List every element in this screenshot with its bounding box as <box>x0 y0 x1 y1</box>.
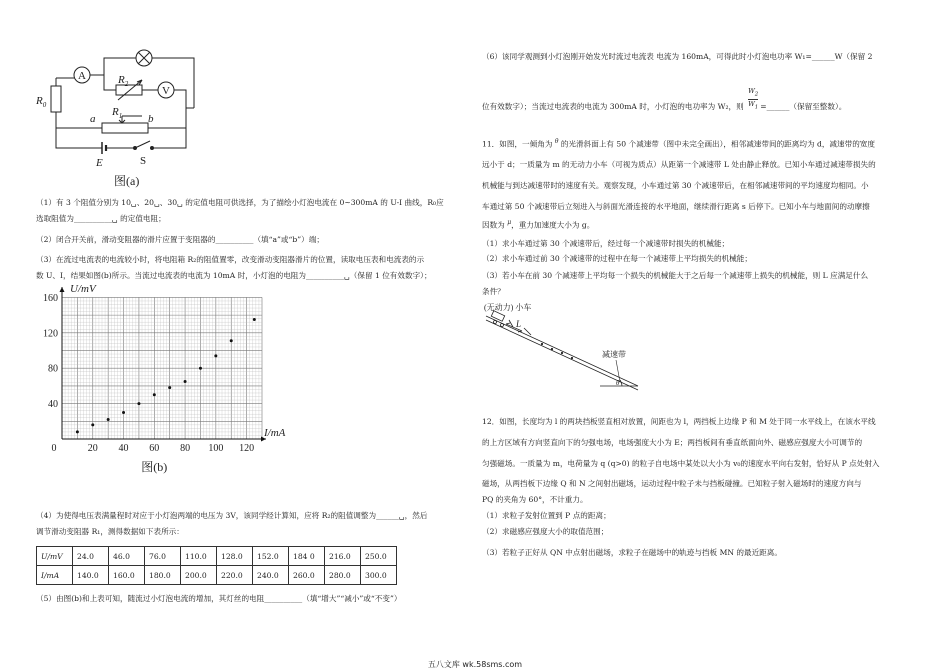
cart-label: (无动力) 小车 <box>484 303 532 312</box>
question-4-line-2: 调节滑动变阻器 R₁，测得数据如下表所示： <box>36 527 184 536</box>
question-11-line-5 <box>482 218 594 231</box>
data-point <box>137 402 140 405</box>
table-cell: 220.0 <box>217 566 253 585</box>
table-row <box>37 547 397 566</box>
y-tick-label: 120 <box>43 328 58 340</box>
question-2: （2）闭合开关前，滑动变阻器的滑片应置于变阻器的__________（填“a”或“b”）端； <box>36 235 324 244</box>
table-cell: 300.0 <box>361 566 397 585</box>
data-point <box>199 367 202 370</box>
table-cell: 152.0 <box>253 547 289 566</box>
figure-a-caption: 图(a) <box>114 174 140 188</box>
svg-text:R1 <box>111 106 122 120</box>
x-tick-label: 60 <box>149 443 160 454</box>
table-cell: 24.0 <box>73 547 109 566</box>
question-12-line-3: 匀强磁场。一质量为 m，电荷量为 q (q>0) 的粒子自电场中某处以大小为 v₀的速度水平向右发射，恰好从 P 点处射入 <box>482 459 880 468</box>
question-12-sub-1: （1）求粒子发射位置到 P 点的距离； <box>482 511 611 520</box>
question-1-line-1: （1）有 3 个阻值分别为 10␣、20␣、30␣ 的定值电阻可供选择，为了描绘小灯泡电流在 0~300mA 的 U-I 曲线，R₀应 <box>36 198 444 207</box>
fraction-numerator <box>748 87 758 99</box>
table-cell: 200.0 <box>181 566 217 585</box>
length-L-label: L <box>516 319 522 329</box>
data-point <box>168 386 171 389</box>
table-cell: 184 0 <box>289 547 325 566</box>
table-row-header: U/mV <box>37 547 73 566</box>
table-cell: 280.0 <box>325 566 361 585</box>
data-point <box>253 318 256 321</box>
data-point <box>122 411 125 414</box>
svg-text:R0 <box>35 95 47 109</box>
data-table <box>36 546 397 585</box>
data-point <box>91 423 94 426</box>
question-11-sub-2: （2）求小车通过前 30 个减速带的过程中在每一个减速带上平均损失的机械能； <box>482 254 752 263</box>
r0-sub: 0 <box>42 101 47 109</box>
data-point <box>184 380 187 383</box>
question-12-line-5: PQ 的夹角为 60°，不计重力。 <box>482 495 588 504</box>
point-a-label: a <box>90 113 96 125</box>
x-tick-label: 120 <box>239 443 255 454</box>
question-1-line-2: 选取阻值为__________␣ 的定值电阻； <box>36 214 166 223</box>
question-11-line-1 <box>482 137 875 150</box>
frac-den-sub: 1 <box>754 104 759 111</box>
switch-label: S <box>140 155 147 167</box>
table-cell: 180.0 <box>145 566 181 585</box>
table-row-header: I/mA <box>37 566 73 585</box>
y-axis-arrow <box>60 287 65 292</box>
incline-diagram <box>482 300 652 392</box>
y-axis-label: U/mV <box>70 283 96 295</box>
data-point <box>153 393 156 396</box>
question-11-line-3: 机械能与到达减速带时的速度有关。观察发现，小车通过第 30 个减速带后，在相邻减速带间的平均速度均相同。小 <box>482 181 869 190</box>
table-row <box>37 566 397 585</box>
question-4-line-1: （4）为使得电压表满量程时对应于小灯泡两端的电压为 3V，该同学经计算知，应将 R₂的阻值调整为______␣，然后 <box>36 511 428 520</box>
circuit-diagram <box>36 48 236 188</box>
r2-label: R <box>118 74 125 86</box>
question-12-line-1: 12．如图，长度均为 l 的两块挡板竖直相对放置，间距也为 l，两挡板上边缘 P 和 M 处于同一水平线上，在该水平线 <box>482 417 876 426</box>
table-cell: 46.0 <box>109 547 145 566</box>
q11-intro-tail: 的光滑斜面上有 50 个减速带（图中未完全画出），相邻减速带间的距离均为 d，减速带的宽度 <box>558 139 875 149</box>
frac-num-sub: 2 <box>754 91 759 98</box>
question-11-sub-3-line-1: （3）若小车在前 30 个减速带上平均每一个损失的机械能大于之后每一个减速带上损失的机械能，则 L 应满足什么 <box>482 271 869 280</box>
question-3-line-1: （3）在流过电流表的电流较小时，将电阻箱 R₂的阻值置零，改变滑动变阻器滑片的位置，读取电压表和电流表的示 <box>36 255 425 264</box>
ammeter-label: A <box>78 70 86 82</box>
data-point <box>107 418 110 421</box>
frac-den-text: W <box>748 100 755 109</box>
x-tick-label: 80 <box>180 443 191 454</box>
question-3-line-2: 数 U、I，结果如图(b)所示。当流过电流表的电流为 10mA 时，小灯泡的电阻为__________␣（保留 1 位有效数字）； <box>36 271 432 280</box>
q11-mu-intro: 因数为 <box>482 220 508 230</box>
y-tick-label: 80 <box>48 363 58 375</box>
question-11-sub-3-line-2: 条件？ <box>482 287 505 296</box>
frac-num-text: W <box>748 87 755 95</box>
x-tick-label: 40 <box>118 443 129 454</box>
r2-sub: 2 <box>124 80 129 88</box>
fraction-denominator <box>748 99 758 112</box>
x-axis-label: I/mA <box>264 427 286 439</box>
r0-label: R <box>36 95 43 107</box>
page-footer: 五八文库 wk.58sms.com <box>427 660 523 669</box>
power-ratio-fraction <box>748 87 759 113</box>
table-cell: 140.0 <box>73 566 109 585</box>
r1-label: R <box>112 106 119 118</box>
x-tick-label: 0 <box>51 443 57 454</box>
y-tick-label: 160 <box>43 292 58 304</box>
battery-label: E <box>96 157 103 169</box>
u-i-chart <box>36 283 286 474</box>
question-12-line-2: 的上方区域有方向竖直向下的匀强电场，电场强度大小为 E；两挡板间有垂直纸面向外、磁感应强度大小可调节的 <box>482 438 863 447</box>
question-11-line-4: 车通过第 50 个减速带后立刻进入与斜面光滑连接的水平地面，继续滑行距离 s 后停下。已知小车与地面间的动摩擦 <box>482 202 870 211</box>
x-tick-label: 20 <box>87 443 98 454</box>
point-b-label: b <box>148 113 154 125</box>
question-5: （5）由图(b)和上表可知，随流过小灯泡电流的增加，其灯丝的电阻__________（填“增大”“减小”或“不变”） <box>36 594 402 603</box>
question-12-sub-3: （3）若粒子正好从 QN 中点射出磁场，求粒子在磁场中的轨迹与挡板 MN 的最近距离。 <box>482 548 782 557</box>
question-12-sub-2: （2）求磁感应强度大小的取值范围； <box>482 527 609 536</box>
question-11-line-2: 远小于 d；一质量为 m 的无动力小车（可视为质点）从距第一个减速带 L 处由静止释放。已知小车通过减速带损失的 <box>482 160 876 169</box>
q11-intro: 11．如图，一倾角为 <box>482 139 555 149</box>
table-cell: 250.0 <box>361 547 397 566</box>
table-cell: 160.0 <box>109 566 145 585</box>
data-point <box>76 430 79 433</box>
voltmeter-label: V <box>162 85 170 97</box>
table-cell: 260.0 <box>289 566 325 585</box>
table-cell: 110.0 <box>181 547 217 566</box>
table-cell: 216.0 <box>325 547 361 566</box>
data-point <box>230 339 233 342</box>
speed-bump-label: 减速带 <box>602 350 626 359</box>
figure-b-caption: 图(b) <box>141 460 168 474</box>
incline-angle-label: θ <box>616 379 620 387</box>
question-6-text: 位有效数字）；当流过电流表的电流为 300mA 时，小灯泡的电功率为 W₂，则 <box>482 101 747 111</box>
r1-sub: 1 <box>118 112 123 120</box>
y-tick-label: 40 <box>48 399 58 411</box>
mu-symbol: μ <box>507 219 512 226</box>
table-cell: 76.0 <box>145 547 181 566</box>
svg-text:R2 <box>117 74 129 88</box>
question-11-sub-1: （1）求小车通过第 30 个减速带后，经过每一个减速带时损失的机械能； <box>482 239 730 248</box>
data-point <box>214 354 217 357</box>
question-6-tail: =______（保留至整数）。 <box>760 101 847 111</box>
question-6-line-1: （6）该同学观测到小灯泡刚开始发光时流过电流表 电流为 160mA，可得此时小灯泡电功率 W₁=______W（保留 2 <box>482 52 873 61</box>
question-12-line-4: 磁场，从两挡板下边缘 Q 和 N 之间射出磁场，运动过程中粒子未与挡板碰撞。已知粒子射入磁场时的速度方向与 <box>482 479 862 488</box>
q11-mu-tail: ，重力加速度大小为 g。 <box>511 220 595 230</box>
theta-symbol: θ <box>554 138 559 145</box>
table-cell: 240.0 <box>253 566 289 585</box>
x-tick-label: 100 <box>208 443 224 454</box>
question-6-line-2 <box>482 87 847 113</box>
table-cell: 128.0 <box>217 547 253 566</box>
